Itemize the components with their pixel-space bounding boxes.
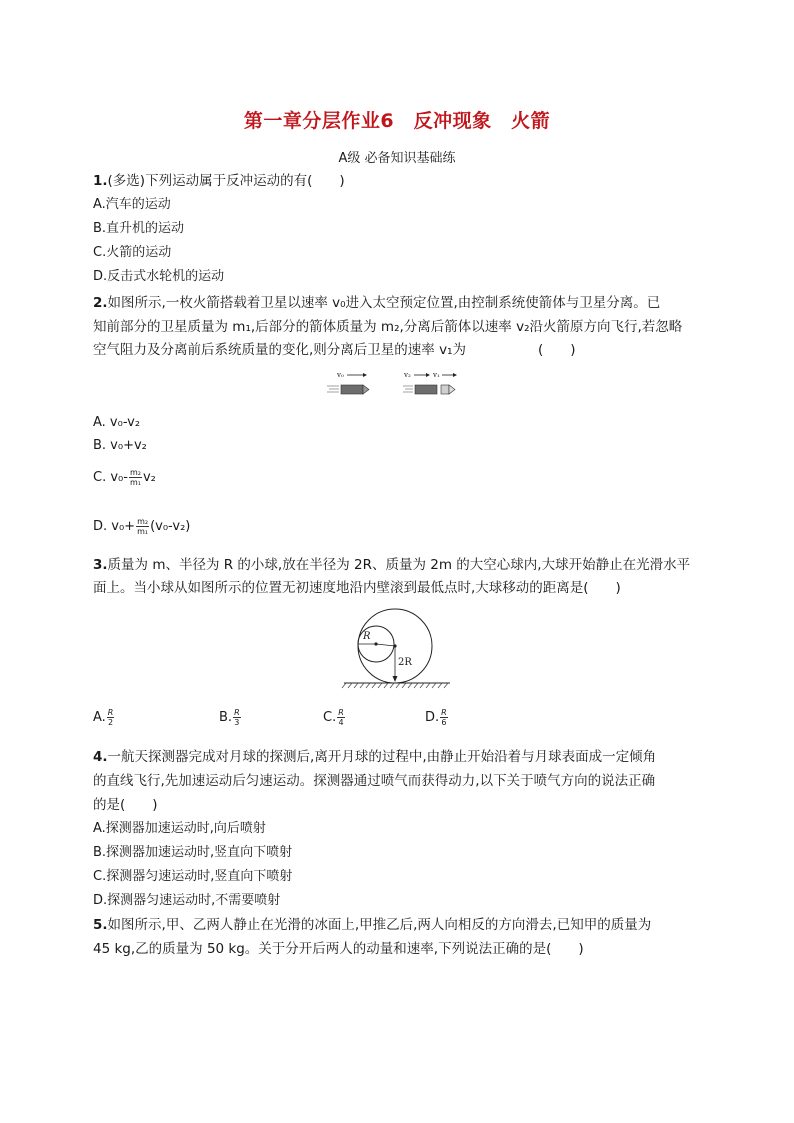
q1-number: 1.: [93, 173, 108, 189]
q2-option-d: [93, 517, 190, 536]
q4-number: 4.: [93, 749, 108, 765]
fraction-numerator: m₂: [137, 517, 149, 526]
q4-line-1: [93, 748, 656, 766]
q2-line-1: [93, 294, 660, 312]
q3-option-c-prefix: C.: [323, 710, 337, 725]
q3-option-b-prefix: B.: [219, 710, 233, 725]
q5-number: 5.: [93, 917, 108, 933]
q2-line-3: 空气阻力及分离前后系统质量的变化,则分离后卫星的速率 v₁为: [93, 342, 466, 358]
q4-option-b: B.探测器加速运动时,竖直向下喷射: [93, 845, 293, 860]
q2-option-c-fraction: [129, 468, 142, 487]
q1-option-a: A.汽车的运动: [93, 197, 171, 212]
fraction-numerator: R: [107, 708, 114, 717]
q4-option-a: A.探测器加速运动时,向后喷射: [93, 821, 266, 836]
fraction-denominator: m₁: [129, 478, 141, 487]
q2-option-d-fraction: [136, 517, 149, 536]
q2-option-c-prefix: C. v₀-: [93, 470, 128, 485]
q3-option-a: [93, 708, 115, 727]
q4-option-c: C.探测器匀速运动时,竖直向下喷射: [93, 869, 293, 884]
q1-option-d: D.反击式水轮机的运动: [93, 269, 225, 284]
ground-hatching: [342, 683, 448, 688]
q2-option-b: B. v₀+v₂: [93, 438, 147, 453]
satellite-after: [441, 385, 455, 394]
q3-option-a-fraction: [107, 708, 115, 727]
q1-text: (多选)下列运动属于反冲运动的有( ): [107, 173, 345, 189]
v0-label: v₀: [337, 371, 344, 379]
q3-line-1: [93, 556, 690, 574]
v2-arrowhead: [426, 373, 430, 377]
q3-option-a-prefix: A.: [93, 710, 106, 725]
q2-line-2: 知前部分的卫星质量为 m₁,后部分的箭体质量为 m₂,分离后箭体以速率 v₂沿火箭原方向飞行,若忽略: [93, 319, 683, 335]
q3-option-d: [425, 708, 449, 727]
q4-line-2: 的直线飞行,先加速运动后匀速运动。探测器通过喷气而获得动力,以下关于喷气方向的说法正确: [93, 773, 656, 789]
q1-option-b: B.直升机的运动: [93, 221, 185, 236]
section-heading: A级 必备知识基础练: [338, 151, 456, 166]
fraction-denominator: 3: [234, 718, 240, 727]
q3-text-1: 质量为 m、半径为 R 的小球,放在半径为 2R、质量为 2m 的大空心球内,大球开始静止在光滑水平: [107, 557, 691, 573]
big-radius-arrowhead: [393, 676, 398, 682]
q5-line-2: 45 kg,乙的质量为 50 kg。关于分开后两人的动量和速率,下列说法正确的是( ): [93, 941, 584, 957]
q3-option-b: [219, 708, 242, 727]
q3-option-d-prefix: D.: [425, 710, 440, 725]
q2-option-a: A. v₀-v₂: [93, 415, 141, 430]
big-radius-label: 2R: [398, 657, 412, 668]
rocket-before: [327, 385, 369, 394]
q2-answer-bracket: ( ): [538, 342, 576, 358]
fraction-numerator: R: [338, 708, 344, 717]
q2-text-1: 如图所示,一枚火箭搭载着卫星以速率 v₀进入太空预定位置,由控制系统使箭体与卫星分离。已: [107, 295, 661, 311]
q1-option-c: C.火箭的运动: [93, 245, 172, 260]
small-radius-label: R: [363, 631, 371, 642]
fraction-denominator: 2: [108, 718, 114, 727]
q4-line-3: 的是( ): [93, 797, 158, 813]
q2-option-d-prefix: D. v₀+: [93, 519, 136, 534]
q2-rocket-figure: [325, 368, 465, 400]
q1-stem: [93, 172, 345, 190]
q3-line-2: 面上。当小球从如图所示的位置无初速度地沿内壁滚到最低点时,大球移动的距离是( ): [93, 580, 621, 596]
fraction-numerator: R: [234, 708, 240, 717]
v2-label: v₂: [404, 371, 411, 379]
q4-text-1: 一航天探测器完成对月球的探测后,离开月球的过程中,由静止开始沿着与月球表面成一定倾角: [107, 749, 657, 765]
fraction-denominator: m₁: [137, 527, 149, 536]
center-connector: [376, 644, 395, 646]
fraction-denominator: 6: [441, 718, 447, 727]
page-title: 第一章分层作业6 反冲现象 火箭: [243, 110, 551, 132]
q5-line-1: [93, 916, 651, 934]
fraction-numerator: R: [441, 708, 447, 717]
v1-arrowhead: [453, 373, 457, 377]
q3-sphere-figure: [338, 608, 454, 690]
q4-option-d: D.探测器匀速运动时,不需要喷射: [93, 893, 281, 908]
q3-option-d-fraction: [440, 708, 448, 727]
q2-number: 2.: [93, 295, 108, 311]
q2-option-c: [93, 468, 156, 487]
fraction-numerator: m₂: [129, 468, 141, 477]
q3-option-b-fraction: [233, 708, 241, 727]
q3-number: 3.: [93, 557, 108, 573]
q2-option-d-suffix: (v₀-v₂): [150, 519, 191, 534]
q3-option-c-fraction: [337, 708, 345, 727]
v0-arrowhead: [363, 373, 367, 377]
q2-option-c-suffix: v₂: [142, 470, 156, 485]
q5-text-1: 如图所示,甲、乙两人静止在光滑的冰面上,甲推乙后,两人向相反的方向滑去,已知甲的质量为: [107, 917, 652, 933]
rocket-body-after: [403, 385, 437, 394]
fraction-denominator: 4: [338, 718, 344, 727]
q3-option-c: [323, 708, 346, 727]
v1-label: v₁: [433, 371, 440, 379]
